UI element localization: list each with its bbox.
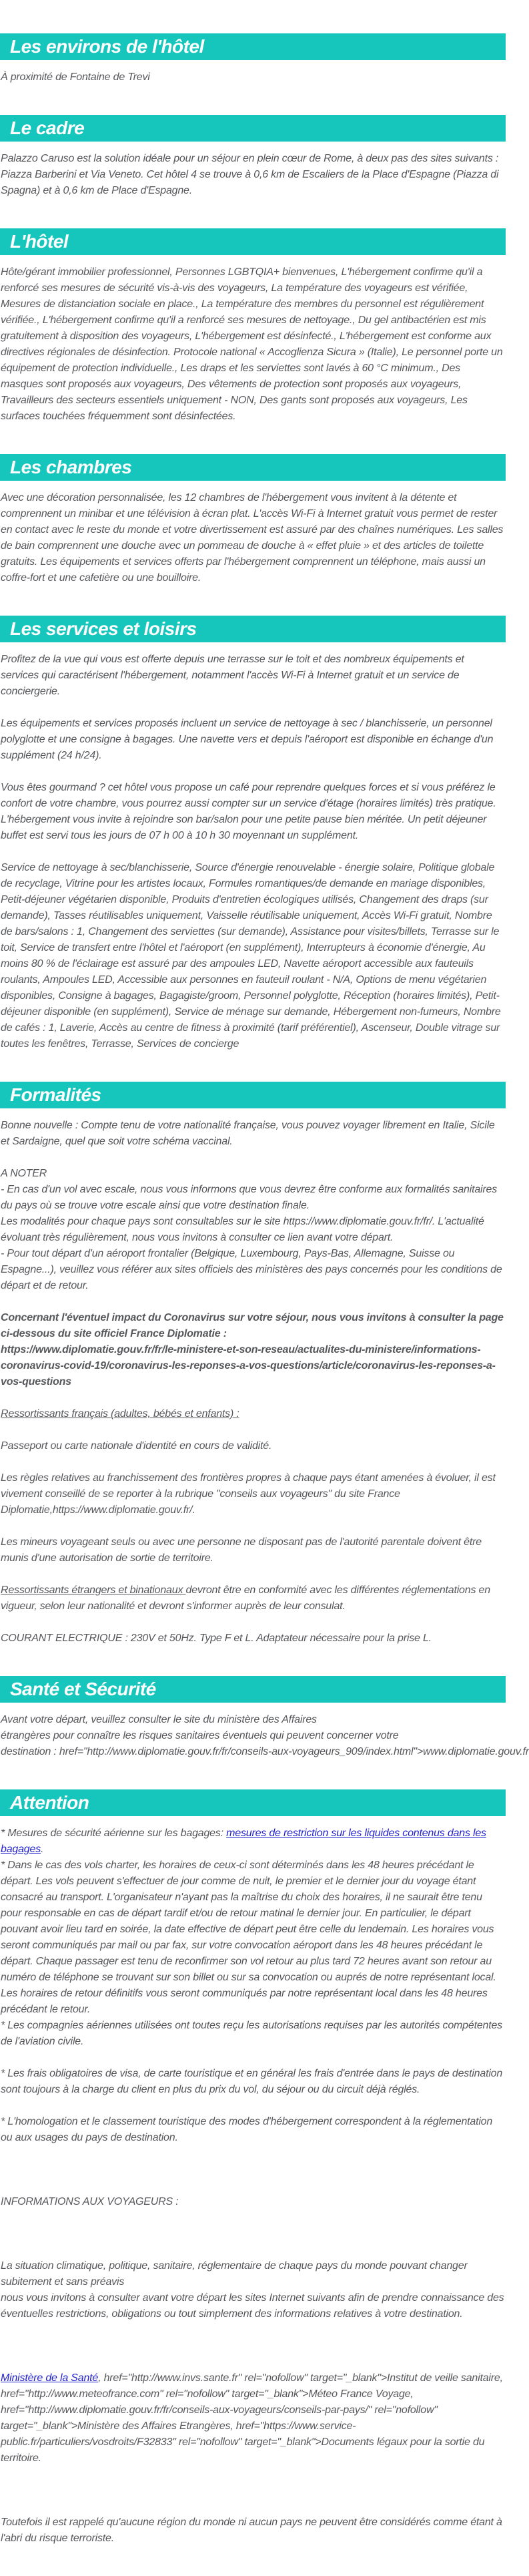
section-title: L'hôtel bbox=[10, 231, 69, 252]
section-title: Santé et Sécurité bbox=[10, 1679, 156, 1699]
ressortissants-etrangers-label: Ressortissants étrangers et binationaux bbox=[1, 1584, 186, 1596]
formalites-courant-electrique-text: COURANT ELECTRIQUE : 230V et 50Hz. Type F et L. Adaptateur nécessaire pour la prise L. bbox=[1, 1633, 432, 1644]
sante-text: Avant votre départ, veuillez consulter le site du ministère des Affaires étrangères pour connaître les risques sanitaires éventuels qui peuvent concerner votre destination : href="http://www.diplomatie.gouv.fr/fr/conseils-aux-voyageurs_909/index.html">www.diplomatie.gouv.fr bbox=[1, 1714, 529, 1757]
bagages-suffix-text: . bbox=[41, 1844, 44, 1855]
section-title: Formalités bbox=[10, 1084, 101, 1105]
informations-voyageurs-heading: INFORMATIONS AUX VOYAGEURS : bbox=[1, 2196, 179, 2207]
section-title: Les chambres bbox=[10, 457, 132, 477]
section-title: Les environs de l'hôtel bbox=[10, 36, 204, 57]
section-hotel bbox=[0, 228, 506, 454]
services-amenities-list: Service de nettoyage à sec/blanchisserie, Source d'énergie renouvelable - énergie solaire, Politique globale de recyclage, Vitrine pour les artistes locaux, Formules romantiques/de demande en mariage disponibles, Petit-déjeuner végétarien disponible, Produits d'entretien écologiques utilisés, Changement des draps (sur demande), Tasses réutilisables uniquement, Vaisselle réutilisable uniquement, Accès Wi-Fi gratuit, Nombre de bars/salons : 1, Changement des serviettes (sur demande), Assistance pour visites/billets, Terrasse sur le toit, Service de transfert entre l'hôtel et l'aéroport (en supplément), Interrupteurs à économie d'énergie, Au moins 80 % de l'éclairage est assuré par des ampoules LED, Navette aéroport accessible aux fauteuils roulants, Ampoules LED, Accessible aux personnes en fauteuil roulant - N/A, Options de menu végétarien disponibles, Consigne à bagages, Bagagiste/groom, Personnel polyglotte, Réception (horaires limités), Petit-déjeuner disponible (en supplément), Service de ménage sur demande, Hébergement non-fumeurs, Nombre de cafés : 1, Laverie, Accès au centre de fitness à proximité (tarif préférentiel), Ascenseur, Double vitrage sur toutes les fenêtres, Terrasse, Services de concierge bbox=[1, 862, 501, 1050]
section-title: Le cadre bbox=[10, 118, 85, 138]
formalites-regles-text: Les règles relatives au franchissement des frontières propres à chaque pays étant amenées à évoluer, il est vivement conseillé de se reporter à la rubrique "conseils aux voyageurs" du site France Diplomatie,https://www.diplomatie.gouv.fr/. bbox=[1, 1472, 496, 1516]
formalites-mineurs-text: Les mineurs voyageant seuls ou avec une personne ne disposant pas de l'autorité parentale doivent être munis d'une autorisation de sortie de territoire. bbox=[1, 1536, 482, 1564]
ressortissants-francais-label: Ressortissants français (adultes, bébés et enfants) : bbox=[1, 1408, 239, 1420]
attention-ministere-links bbox=[1, 2370, 504, 2466]
attention-charter-text: * Dans le cas des vols charter, les horaires de ceux-ci sont déterminés dans les 48 heures précédant le départ. Les vols peuvent s'effectuer de jour comme de nuit, le premier et le dernier jour du voyage étant consacré au transport. L'organisateur n'ayant pas la maîtrise du choix des horaires, il ne saurait être tenu pour responsable en cas de départ tardif et/ou de retour matinal le dernier jour. En particulier, le départ pouvant avoir lieu tard en soirée, la date effective de départ peut être celle du lendemain. Les horaires vous seront communiqués par mail ou par fax, sur votre convocation aéroport dans les 48 heures précédant le départ. Chaque passager est tenu de reconfirmer son vol retour au plus tard 72 heures avant son retour au numéro de téléphone se trouvant sur son billet ou sur sa convocation ou auprés de notre représentant local. Les horaires de retour définitifs vous seront communiqués par notre représentant local dans les 48 heures précédant le retour. * Les compagnies aériennes utilisées ont toutes reçu les autorisations requises par les autorités compétentes de l'aviation civile. bbox=[1, 1860, 502, 2047]
services-restauration-text: Vous êtes gourmand ? cet hôtel vous propose un café pour reprendre quelques forces et si vous préférez le confort de votre chambre, vous pourrez aussi compter sur un service d'étage (horaires limités) très pratique. L'hébergement vous invite à rejoindre son bar/salon pour une petite pause bien méritée. Un petit déjeuner buffet est servi tous les jours de 07 h 00 à 10 h 30 moyennant un supplément. bbox=[1, 782, 496, 841]
attention-bagages-line bbox=[1, 1826, 504, 1858]
formalites-ressortissants-etrangers bbox=[1, 1582, 504, 1615]
ministere-sante-link[interactable]: Ministère de la Santé bbox=[1, 2372, 99, 2384]
section-header-sante bbox=[0, 1676, 506, 1703]
section-header-chambres bbox=[0, 454, 506, 481]
section-title: Attention bbox=[10, 1792, 89, 1813]
ministere-links-text: , href="http://www.invs.sante.fr" rel="nofollow" target="_blank">Institut de veille sanitaire, href="http://www.meteofrance.com" rel="nofollow" target="_blank">Méteo France Voyage, href="http://www.diplomatie.gouv.fr/fr/conseils-aux-voyageurs/conseils-par-pays/" rel="nofollow" target="_blank">Ministère des Affaires Etrangères, href="https://www.service-public.fr/particuliers/vosdroits/F32833" rel="nofollow" target="_blank">Documents légaux pour la sortie du territoire. bbox=[1, 2372, 503, 2464]
section-header-environs bbox=[0, 33, 506, 60]
ressortissants-francais-text: Passeport ou carte nationale d'identité en cours de validité. bbox=[1, 1440, 272, 1452]
section-sante bbox=[0, 1676, 529, 1789]
section-formalites bbox=[0, 1082, 506, 1676]
bagages-prefix-text: * Mesures de sécurité aérienne sur les bagages: bbox=[1, 1828, 227, 1839]
section-header-formalites bbox=[0, 1082, 506, 1108]
section-header-attention bbox=[0, 1789, 506, 1816]
formalites-covid-text: Concernant l'éventuel impact du Coronavirus sur votre séjour, nous vous invitons à consulter la page ci-dessous du site officiel France Diplomatie : https://www.diplomatie.gouv.fr/fr/le-ministere-et-son-reseau/actualites-du-ministere/informations-coronavirus-covid-19/coronavirus-les-reponses-a-vos-questions/article/coronavirus-les-reponses-a-vos-questions bbox=[1, 1312, 504, 1387]
environs-text: À proximité de Fontaine de Trevi bbox=[1, 71, 150, 83]
services-intro-text: Profitez de la vue qui vous est offerte depuis une terrasse sur le toit et des nombreux équipements et services qui caractérisent l'hébergement, notamment l'accès Wi-Fi à Internet gratuit et un service de conciergerie. bbox=[1, 654, 464, 697]
ressortissants-etrangers-text: devront être en conformité avec les différentes réglementations en vigueur, selon leur nationalité et devront s'informer auprès de leur consulat. bbox=[1, 1584, 490, 1612]
services-equipements-text: Les équipements et services proposés incluent un service de nettoyage à sec / blanchisserie, un personnel polyglotte et une consigne à bagages. Une navette vers et depuis l'aéroport est disponible en échange d'un supplément (24 h/24). bbox=[1, 718, 494, 761]
section-title: Les services et loisirs bbox=[10, 618, 197, 639]
liquides-restriction-link[interactable]: mesures de restriction sur les liquides contenus dans les bagages bbox=[1, 1828, 486, 1855]
section-header-services bbox=[0, 616, 506, 642]
hotel-text: Hôte/gérant immobilier professionnel, Personnes LGBTQIA+ bienvenues, L'hébergement confirme qu'il a renforcé ses mesures de sécurité vis-à-vis des voyageurs, La température des voyageurs est vérifiée, Mesures de distanciation sociale en place., La température des membres du personnel est régulièrement vérifiée., L'hébergement confirme qu'il a renforcé ses mesures de nettoyage., Du gel antibactérien est mis gratuitement à disposition des voyageurs, L'hébergement est désinfecté., L'hébergement est conforme aux directives régionales de désinfection. Protocole national « Accoglienza Sicura » (Italie), Le personnel porte un équipement de protection individuelle., Les draps et les serviettes sont lavés à 60 °C minimum., Des masques sont proposés aux voyageurs, Des vêtements de protection sont proposés aux voyageurs, Travailleurs des secteurs essentiels uniquement - NON, Des gants sont proposés aux voyageurs, Les surfaces touchées fréquemment sont désinfectées. bbox=[1, 266, 503, 422]
attention-frais-text: * Les frais obligatoires de visa, de carte touristique et en général les frais d'entrée dans le pays de destination sont toujours à la charge du client en plus du prix du vol, du séjour ou du circuit déjà réglés. bbox=[1, 2068, 503, 2095]
attention-situation-text: La situation climatique, politique, sanitaire, réglementaire de chaque pays du monde pouvant changer subitement et sans préavis nous vous invitons à consulter avant votre départ les sites Internet suivants afin de prendre connaissance des éventuelles restrictions, obligations ou tout simplement des informations relatives à votre destination. bbox=[1, 2260, 504, 2320]
section-chambres bbox=[0, 454, 506, 616]
section-header-cadre bbox=[0, 115, 506, 142]
cadre-text: Palazzo Caruso est la solution idéale pour un séjour en plein cœur de Rome, à deux pas des sites suivants : Piazza Barberini et Via Veneto. Cet hôtel 4 se trouve à 0,6 km de Escaliers de la Place d'Espagne (Piazza di Spagna) et à 0,6 km de Place d'Espagne. bbox=[1, 153, 499, 196]
section-services bbox=[0, 616, 506, 1082]
section-environs bbox=[0, 33, 506, 115]
attention-homologation-text: * L'homologation et le classement touristique des modes d'hébergement correspondent à la réglementation ou aux usages du pays de destination. bbox=[1, 2116, 493, 2143]
formalites-bonne-nouvelle-text: Bonne nouvelle : Compte tenu de votre nationalité française, vous pouvez voyager librement en Italie, Sicile et Sardaigne, quel que soit votre schéma vaccinal. bbox=[1, 1120, 495, 1147]
formalites-ressortissants-francais bbox=[1, 1406, 504, 1454]
section-attention bbox=[0, 1789, 506, 2576]
chambres-text: Avec une décoration personnalisée, les 12 chambres de l'hébergement vous invitent à la détente et comprennent un minibar et une télévision à écran plat. L'accès Wi-Fi à Internet gratuit vous permet de rester en contact avec le reste du monde et votre divertissement est assuré par des chaînes numériques. Les salles de bain comprennent une douche avec un pommeau de douche à « effet pluie » et des articles de toilette gratuits. Les équipements et services offerts par l'hébergement comprennent un téléphone, mais aussi un coffre-fort et une cafetière ou une bouilloire. bbox=[1, 492, 504, 584]
formalites-note-text: A NOTER - En cas d'un vol avec escale, nous vous informons que vous devrez être conforme aux formalités sanitaires du pays où se trouve votre escale ainsi que votre destination finale. Les modalités pour chaque pays sont consultables sur le site https://www.diplomatie.gouv.fr/fr/. L'actualité évoluant très régulièrement, nous vous invitons à consulter ce lien avant votre départ. - Pour tout départ d'un aéroport frontalier (Belgique, Luxembourg, Pays-Bas, Allemagne, Suisse ou Espagne...), veuillez vous référer aux sites officiels des ministères des pays concernés pour les conditions de départ et de retour. bbox=[1, 1168, 502, 1291]
section-cadre bbox=[0, 115, 506, 228]
section-header-hotel bbox=[0, 228, 506, 255]
attention-toutefois-text: Toutefois il est rappelé qu'aucune région du monde ni aucun pays ne peuvent être considérés comme étant à l'abri du risque terroriste. bbox=[1, 2517, 502, 2544]
